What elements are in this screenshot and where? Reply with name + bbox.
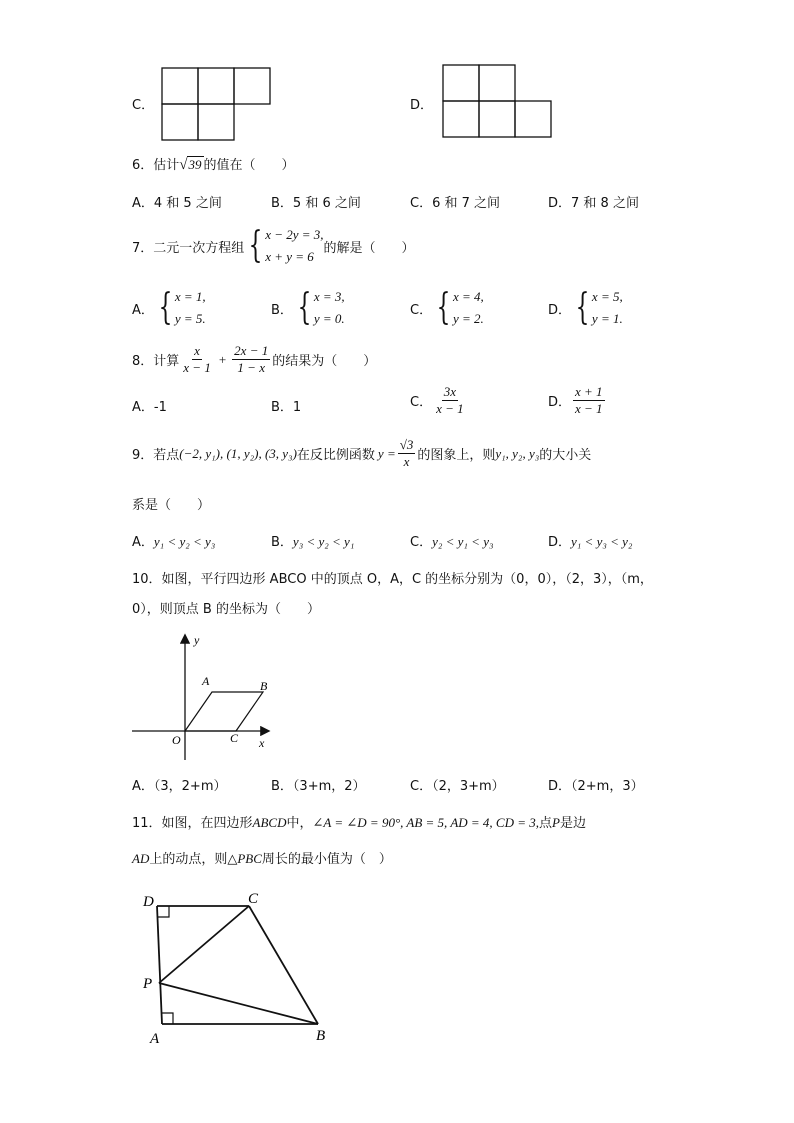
q9-option-b bbox=[271, 531, 354, 550]
q7-stem-suffix: 的解是（ ） bbox=[323, 240, 415, 256]
fraction-denominator: x bbox=[403, 454, 410, 469]
q8-option-c-label: C． bbox=[410, 395, 433, 410]
q11-line2-suffix: 周长的最小值为（ ） bbox=[261, 852, 392, 867]
q10-stem-line1: 10．如图，平行四边形 ABCO 中的顶点 O，A，C 的坐标分别为（0，0），（2，3），（m， bbox=[132, 572, 653, 587]
q8-fraction-2 bbox=[232, 344, 270, 375]
sqrt-symbol: √ bbox=[179, 157, 188, 173]
segment-pb bbox=[159, 983, 318, 1024]
q7-stem bbox=[132, 224, 415, 268]
q10-option-b: B．（3+m，2） bbox=[271, 779, 366, 794]
net-d-square bbox=[479, 65, 515, 101]
q7-option-d-x: x = 5, bbox=[591, 289, 623, 304]
q10-option-a: A．（3，2+m） bbox=[132, 779, 227, 794]
vertex-label-o: O bbox=[172, 733, 181, 747]
q11-mid: 上的动点，则 bbox=[149, 852, 228, 867]
q5-option-d-net-figure bbox=[441, 63, 553, 139]
q7-option-c-y: y = 2. bbox=[452, 311, 484, 326]
right-angle-mark-a bbox=[162, 1013, 173, 1024]
q9-option-b-text: y₃ < y₂ < y₁ bbox=[292, 534, 355, 549]
q8-fraction-1 bbox=[181, 344, 213, 375]
q10-stem-line2: 0），则顶点 B 的坐标为（ ） bbox=[132, 602, 320, 617]
net-d-square bbox=[479, 101, 515, 137]
q7-option-d-label: D． bbox=[548, 302, 572, 318]
q7-option-b-y: y = 0. bbox=[313, 311, 345, 326]
axis-label-y: y bbox=[194, 633, 200, 647]
q7-option-a bbox=[132, 286, 206, 330]
q9-option-b-label: B． bbox=[271, 535, 293, 550]
q10-option-c: C．（2，3+m） bbox=[410, 779, 505, 794]
q9-points: (−2, y₁), (1, y₂), (3, y₃) bbox=[179, 445, 297, 461]
net-d-square bbox=[443, 65, 479, 101]
q7-stem-prefix: 7．二元一次方程组 bbox=[132, 240, 245, 256]
q8-stem-suffix: 的结果为（ ） bbox=[272, 354, 377, 369]
q7-option-a-y: y = 5. bbox=[174, 311, 206, 326]
q8-stem bbox=[132, 344, 376, 375]
q7-option-a-x: x = 1, bbox=[174, 289, 206, 304]
q11-suffix: 点 bbox=[539, 816, 553, 831]
q7-option-c-label: C． bbox=[410, 302, 433, 318]
q10-parallelogram-figure bbox=[130, 630, 280, 765]
q11-end: 是边 bbox=[559, 816, 586, 831]
q11-conditions: ∠A = ∠D = 90°, AB = 5, AD = 4, CD = 3, bbox=[312, 815, 540, 830]
vertex-label-c: C bbox=[230, 731, 239, 745]
q9-stem-line2: 系是（ ） bbox=[132, 498, 211, 513]
q11-side-ad: AD bbox=[132, 851, 150, 866]
q11-quadrilateral: ABCD bbox=[252, 815, 287, 830]
vertex-label-b: B bbox=[316, 1028, 326, 1044]
q9-option-c bbox=[410, 531, 494, 550]
q11-quadrilateral-figure bbox=[140, 885, 340, 1050]
q7-equation-1: x − 2y = 3, bbox=[265, 227, 324, 242]
q5-option-c-label: C． bbox=[132, 98, 155, 113]
q9-option-a-label: A． bbox=[132, 535, 154, 550]
q11-triangle: △PBC bbox=[227, 851, 262, 866]
net-c-square bbox=[162, 68, 198, 104]
q9-option-d bbox=[548, 531, 632, 550]
fraction-numerator: x + 1 bbox=[575, 384, 603, 399]
q11-point-p: P bbox=[552, 815, 560, 830]
net-d-square bbox=[443, 101, 479, 137]
q7-option-b-label: B． bbox=[271, 302, 293, 318]
q5-option-d-label: D． bbox=[410, 98, 434, 113]
side-cb bbox=[249, 906, 318, 1024]
net-c-square bbox=[198, 104, 234, 140]
q6-option-b: B．5 和 6 之间 bbox=[271, 196, 361, 211]
q8-option-d bbox=[548, 385, 607, 416]
q9-function-lhs: y = bbox=[377, 445, 396, 461]
q7-option-d bbox=[548, 286, 623, 330]
q7-equation-system bbox=[244, 224, 323, 268]
q11-zhong: 中， bbox=[286, 816, 313, 831]
left-brace: { bbox=[248, 225, 263, 266]
q6-option-a: A．4 和 5 之间 bbox=[132, 196, 222, 211]
q6-option-d: D．7 和 8 之间 bbox=[548, 196, 639, 211]
net-c-square bbox=[162, 104, 198, 140]
q9-stem-tail: 的大小关 bbox=[539, 448, 592, 463]
q6-stem bbox=[132, 154, 295, 174]
fraction-denominator: 1 − x bbox=[237, 360, 265, 375]
net-c-square bbox=[198, 68, 234, 104]
q7-option-a-label: A． bbox=[132, 302, 154, 318]
fraction-numerator: 2x − 1 bbox=[234, 343, 269, 358]
q6-radicand: 39 bbox=[188, 157, 202, 172]
vertex-label-a: A bbox=[202, 674, 210, 688]
left-brace: { bbox=[575, 287, 590, 328]
q9-option-d-text: y₁ < y₃ < y₂ bbox=[571, 534, 633, 549]
fraction-numerator: x bbox=[194, 343, 200, 358]
fraction-denominator: x − 1 bbox=[436, 401, 464, 416]
q6-stem-prefix: 6．估计 bbox=[132, 158, 180, 173]
q11-stem-line2 bbox=[132, 848, 392, 867]
net-d-square bbox=[515, 101, 551, 137]
parallelogram-abco bbox=[185, 692, 263, 731]
q5-option-c-net-figure bbox=[160, 66, 272, 142]
fraction-denominator: x − 1 bbox=[575, 401, 603, 416]
q9-option-d-label: D． bbox=[548, 535, 572, 550]
q7-option-c bbox=[410, 286, 484, 330]
left-brace: { bbox=[158, 287, 173, 328]
left-brace: { bbox=[436, 287, 451, 328]
fraction-denominator: x − 1 bbox=[183, 360, 211, 375]
side-ad bbox=[157, 906, 162, 1024]
q9-stem-prefix: 9．若点 bbox=[132, 448, 180, 463]
q6-stem-suffix: 的值在（ ） bbox=[203, 158, 295, 173]
q8-stem-prefix: 8．计算 bbox=[132, 354, 180, 369]
fraction-numerator: 3x bbox=[443, 384, 456, 399]
q6-option-c: C．6 和 7 之间 bbox=[410, 196, 501, 211]
vertex-label-c: C bbox=[248, 891, 259, 907]
right-angle-mark-d bbox=[158, 906, 169, 917]
q8-option-a: A．-1 bbox=[132, 400, 167, 415]
net-c-square bbox=[234, 68, 270, 104]
q9-option-c-label: C． bbox=[410, 535, 433, 550]
q9-stem-suffix: 的图象上，则 bbox=[417, 448, 496, 463]
q10-option-d: D．（2+m，3） bbox=[548, 779, 644, 794]
q7-option-b bbox=[271, 286, 345, 330]
q7-option-c-x: x = 4, bbox=[452, 289, 484, 304]
q8-option-d-label: D． bbox=[548, 395, 572, 410]
q9-stem-line1 bbox=[132, 438, 591, 469]
q7-option-d-y: y = 1. bbox=[591, 311, 623, 326]
plus-sign: + bbox=[218, 351, 227, 367]
q11-prefix: 11．如图，在四边形 bbox=[132, 816, 253, 831]
q9-function-fraction bbox=[398, 438, 416, 469]
q7-equation-2: x + y = 6 bbox=[265, 249, 314, 264]
q7-option-b-x: x = 3, bbox=[313, 289, 345, 304]
vertex-label-d: D bbox=[143, 894, 154, 910]
vertex-label-a: A bbox=[150, 1031, 160, 1047]
q9-option-c-text: y₂ < y₁ < y₃ bbox=[432, 534, 494, 549]
segment-pc bbox=[159, 906, 249, 983]
q8-option-c-fraction bbox=[434, 385, 466, 416]
q8-option-c bbox=[410, 385, 468, 416]
q8-option-d-fraction bbox=[573, 385, 605, 416]
q9-variables: y₁, y₂, y₃ bbox=[495, 445, 540, 461]
q9-option-a bbox=[132, 531, 215, 550]
q9-option-a-text: y₁ < y₂ < y₃ bbox=[153, 534, 216, 549]
vertex-label-b: B bbox=[260, 679, 268, 693]
q11-stem-line1 bbox=[132, 812, 586, 831]
axis-label-x: x bbox=[259, 736, 265, 750]
q8-option-b: B．1 bbox=[271, 400, 302, 415]
vertex-label-p: P bbox=[143, 976, 153, 992]
q9-stem-mid: 在反比例函数 bbox=[296, 448, 375, 463]
left-brace: { bbox=[297, 287, 312, 328]
fraction-numerator: √3 bbox=[399, 437, 414, 452]
